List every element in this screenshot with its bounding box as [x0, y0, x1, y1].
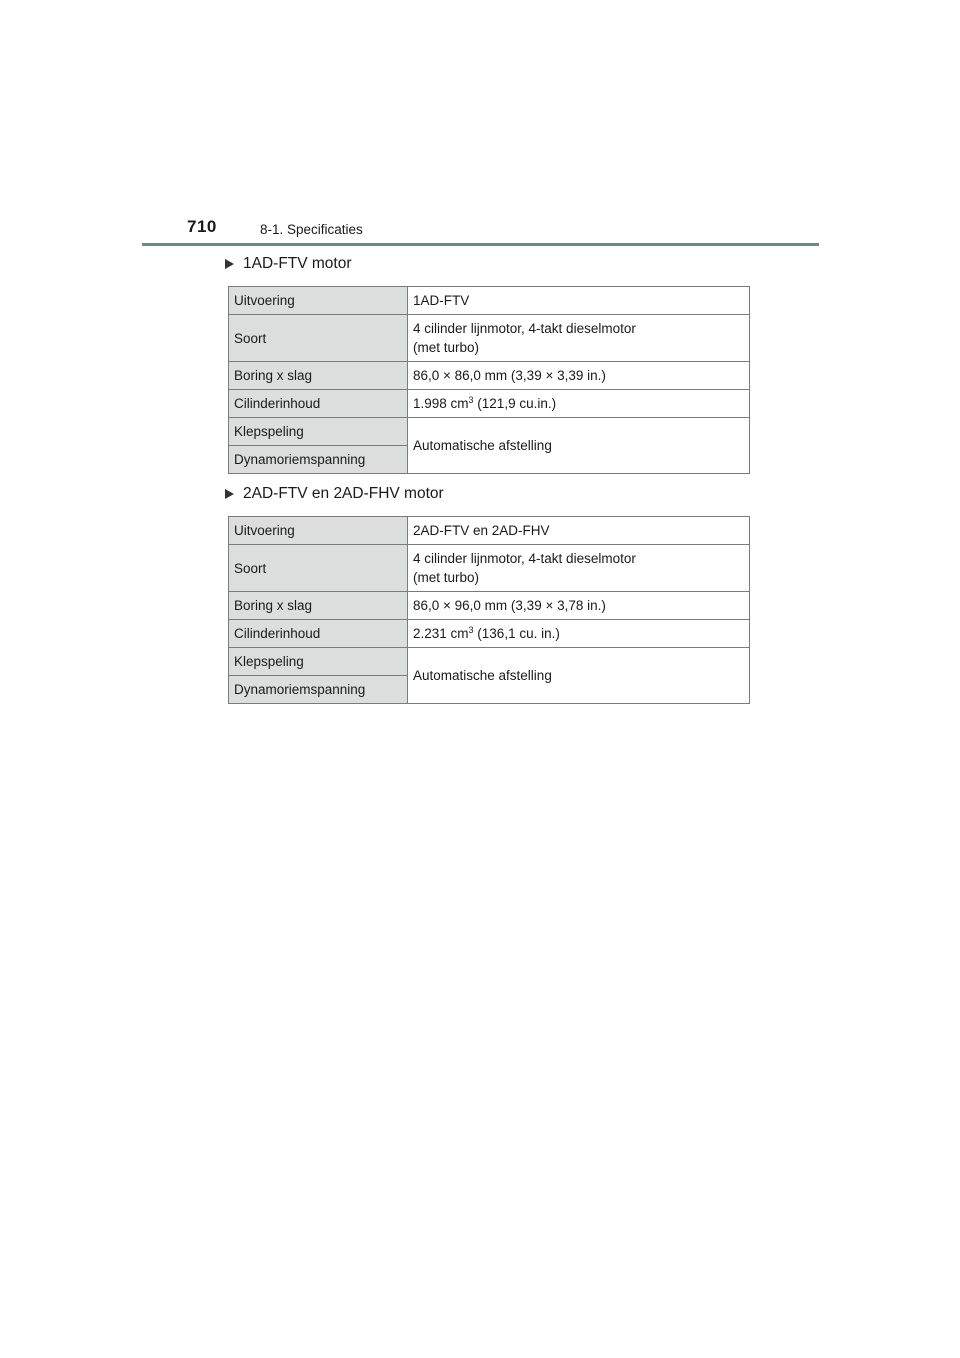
value-line: 4 cilinder lijnmotor, 4-takt dieselmotor [413, 551, 636, 566]
row-label: Uitvoering [229, 287, 408, 315]
row-value-merged: Automatische afstelling [408, 418, 750, 474]
row-value-merged: Automatische afstelling [408, 648, 750, 704]
value-line: (met turbo) [413, 570, 480, 585]
row-label: Uitvoering [229, 517, 408, 545]
row-label: Cilinderinhoud [229, 620, 408, 648]
table-row [229, 592, 750, 620]
row-value [408, 545, 750, 592]
row-label: Dynamoriemspanning [229, 446, 408, 474]
row-value: 86,0 × 86,0 mm (3,39 × 3,39 in.) [408, 362, 750, 390]
value-line: (met turbo) [413, 340, 480, 355]
row-label: Cilinderinhoud [229, 390, 408, 418]
row-value: 2AD-FTV en 2AD-FHV [408, 517, 750, 545]
spec-table-2ad-ftv [228, 516, 750, 704]
value-text: (121,9 cu.in.) [473, 396, 557, 411]
row-label: Klepspeling [229, 648, 408, 676]
value-text: (136,1 cu. in.) [473, 626, 560, 641]
row-value: 86,0 × 96,0 mm (3,39 × 3,78 in.) [408, 592, 750, 620]
row-label: Soort [229, 545, 408, 592]
value-line: 4 cilinder lijnmotor, 4-takt dieselmotor [413, 321, 636, 336]
value-text: 1.998 cm [413, 396, 469, 411]
spec-table-1ad-ftv [228, 286, 750, 474]
row-label: Klepspeling [229, 418, 408, 446]
row-label: Boring x slag [229, 592, 408, 620]
heading-2ad-ftv [225, 484, 444, 504]
value-text: 2.231 cm [413, 626, 469, 641]
table-row [229, 517, 750, 545]
row-value [408, 620, 750, 648]
row-value [408, 315, 750, 362]
row-label: Dynamoriemspanning [229, 676, 408, 704]
section-title: 8-1. Specificaties [260, 222, 363, 237]
table-row [229, 362, 750, 390]
superscript: 3 [468, 625, 474, 635]
table-row [229, 315, 750, 362]
row-label: Boring x slag [229, 362, 408, 390]
page-number: 710 [187, 217, 217, 236]
triangle-bullet-icon [225, 489, 234, 499]
table-row [229, 390, 750, 418]
row-label: Soort [229, 315, 408, 362]
heading-text: 2AD-FTV en 2AD-FHV motor [243, 485, 444, 502]
header-divider [142, 243, 819, 246]
table-row [229, 287, 750, 315]
row-value [408, 390, 750, 418]
table-row [229, 418, 750, 446]
heading-text: 1AD-FTV motor [243, 255, 352, 272]
table-row [229, 545, 750, 592]
triangle-bullet-icon [225, 259, 234, 269]
superscript: 3 [468, 395, 474, 405]
table-row [229, 620, 750, 648]
heading-1ad-ftv [225, 254, 352, 274]
table-row [229, 648, 750, 676]
row-value: 1AD-FTV [408, 287, 750, 315]
